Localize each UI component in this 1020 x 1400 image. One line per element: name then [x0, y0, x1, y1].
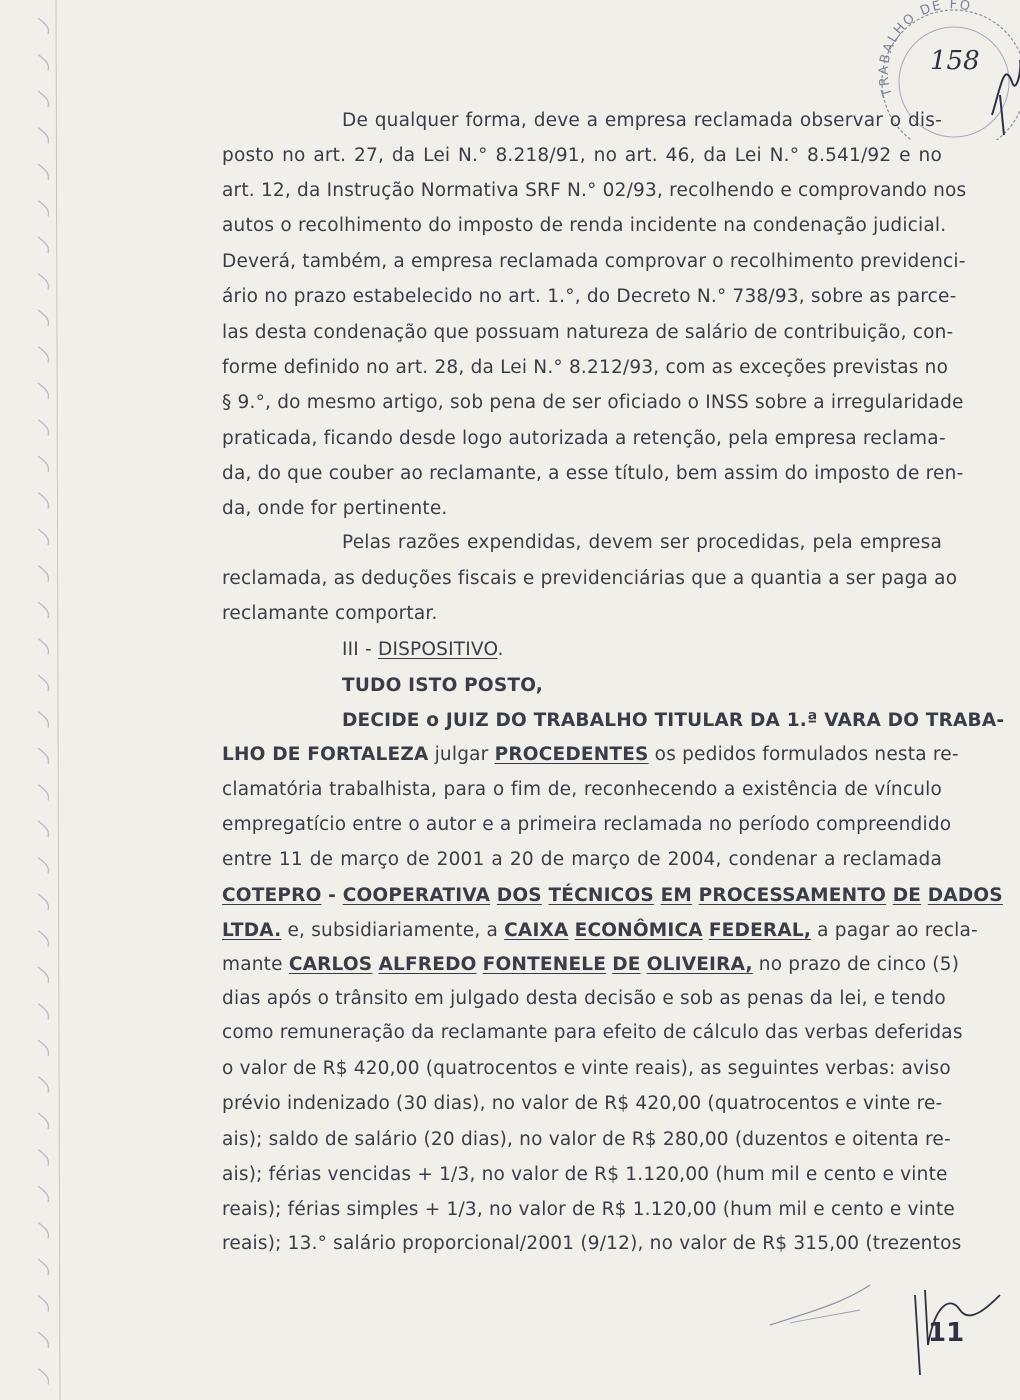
folio-number: 158 [930, 46, 980, 76]
paragraph-1-line: posto no art. 27, da Lei N.° 8.218/91, no art. 46, da Lei N.° 8.541/92 e no [222, 145, 942, 166]
defendant-word: DOS [496, 885, 542, 906]
dispositivo-line: o valor de R$ 420,00 (quatrocentos e vinte reais), as seguintes verbas: aviso [222, 1058, 951, 1079]
stamp-ring-text: TRABALHO DE FO [876, 0, 974, 99]
plaintiff-word: ALFREDO [378, 954, 477, 975]
plaintiff-word: OLIVEIRA, [646, 954, 753, 975]
paragraph-1-line: De qualquer forma, deve a empresa reclamada observar o dis- [342, 110, 942, 131]
text-run: e, subsidiariamente, a [281, 920, 505, 941]
dispositivo-line: empregatício entre o autor e a primeira reclamada no período compreendido [222, 814, 952, 835]
paragraph-2-line: reclamada, as deduções fiscais e previdenciárias que a quantia a ser paga ao [222, 568, 958, 589]
dispositivo-line: clamatória trabalhista, para o fim de, reconhecendo a existência de vínculo [222, 779, 942, 800]
verdict: PROCEDENTES [494, 744, 649, 765]
text-run: a pagar ao recla- [811, 920, 978, 941]
plaintiff-word: DE [612, 954, 641, 975]
defendant-word: - [328, 885, 337, 906]
dispositivo-line [222, 742, 959, 768]
text-run: julgar [428, 744, 495, 765]
defendant-word: LTDA. [222, 920, 282, 941]
second-defendant-word: CAIXA [504, 920, 569, 941]
dispositivo-line: dias após o trânsito em julgado desta decisão e sob as penas da lei, e tendo [222, 988, 946, 1009]
plaintiff-word: FONTENELE [482, 954, 607, 975]
defendant-word: DE [892, 885, 922, 906]
dispositivo-line: entre 11 de março de 2001 a 20 de março de 2004, condenar a reclamada [222, 849, 942, 870]
defendant-word: COOPERATIVA [342, 885, 491, 906]
second-defendant-word: FEDERAL, [708, 920, 812, 941]
section-title: DISPOSITIVO [378, 639, 498, 660]
paragraph-1-line: Deverá, também, a empresa reclamada comprovar o recolhimento previdenci- [222, 251, 966, 272]
defendant-word: EM [660, 885, 693, 906]
dispositivo-line: reais); férias simples + 1/3, no valor de R$ 1.120,00 (hum mil e cento e vinte [222, 1199, 956, 1220]
defendant-word: DADOS [927, 885, 1003, 906]
text-run: os pedidos formulados nesta re- [648, 744, 959, 765]
paragraph-1-line: autos o recolhimento do imposto de renda incidente na condenação judicial. [222, 215, 947, 236]
paragraph-1-line: forme definido no art. 28, da Lei N.° 8.212/93, com as exceções previstas no [222, 357, 949, 378]
paragraph-1-line: § 9.°, do mesmo artigo, sob pena de ser oficiado o INSS sobre a irregularidade [222, 392, 964, 413]
paragraph-1-line: ário no prazo estabelecido no art. 1.°, do Decreto N.° 738/93, sobre as parce- [222, 286, 957, 307]
defendant-word: COTEPRO [222, 885, 322, 906]
section-suffix: . [497, 639, 504, 660]
dispositivo-line: ais); férias vencidas + 1/3, no valor de R$ 1.120,00 (hum mil e cento e vinte [222, 1164, 948, 1185]
dispositivo-line [222, 918, 978, 944]
defendant-word: PROCESSAMENTO [698, 885, 887, 906]
dispositivo-line: DECIDE o JUIZ DO TRABALHO TITULAR DA 1.ª VARA DO TRABA- [342, 710, 1005, 731]
dispositivo-line: como remuneração da reclamante para efeito de cálculo das verbas deferidas [222, 1022, 963, 1043]
paragraph-1-line: da, onde for pertinente. [222, 498, 448, 519]
text-run: no prazo de cinco (5) [752, 954, 960, 975]
section-heading [342, 637, 942, 663]
dispositivo-line: ais); saldo de salário (20 dias), no valor de R$ 280,00 (duzentos e oitenta re- [222, 1129, 951, 1150]
text-run: mante [222, 954, 289, 975]
paragraph-2-line: Pelas razões expendidas, devem ser procedidas, pela empresa [342, 532, 942, 553]
section-prefix: III - [342, 639, 379, 660]
paragraph-1-line: las desta condenação que possuam natureza de salário de contribuição, con- [222, 322, 954, 343]
court-name: LHO DE FORTALEZA [222, 744, 429, 765]
page-number: 11 [928, 1318, 965, 1348]
dispositivo-line [222, 952, 960, 978]
paragraph-1-line: art. 12, da Instrução Normativa SRF N.° 02/93, recolhendo e comprovando nos [222, 180, 967, 201]
second-defendant-word: ECONÔMICA [574, 920, 703, 941]
tudo-isto-posto: TUDO ISTO POSTO, [342, 675, 543, 696]
paragraph-1-line: da, do que couber ao reclamante, a esse título, bem assim do imposto de ren- [222, 463, 964, 484]
paragraph-1-line: praticada, ficando desde logo autorizada a retenção, pela empresa reclama- [222, 428, 946, 449]
plaintiff-word: CARLOS [288, 954, 373, 975]
defendant-name-line [222, 883, 1003, 909]
dispositivo-line: reais); 13.° salário proporcional/2001 (9/12), no valor de R$ 315,00 (trezentos [222, 1233, 962, 1254]
dispositivo-line: prévio indenizado (30 dias), no valor de R$ 420,00 (quatrocentos e vinte re- [222, 1093, 943, 1114]
paragraph-2-line: reclamante comportar. [222, 603, 438, 624]
defendant-word: TÉCNICOS [548, 885, 654, 906]
